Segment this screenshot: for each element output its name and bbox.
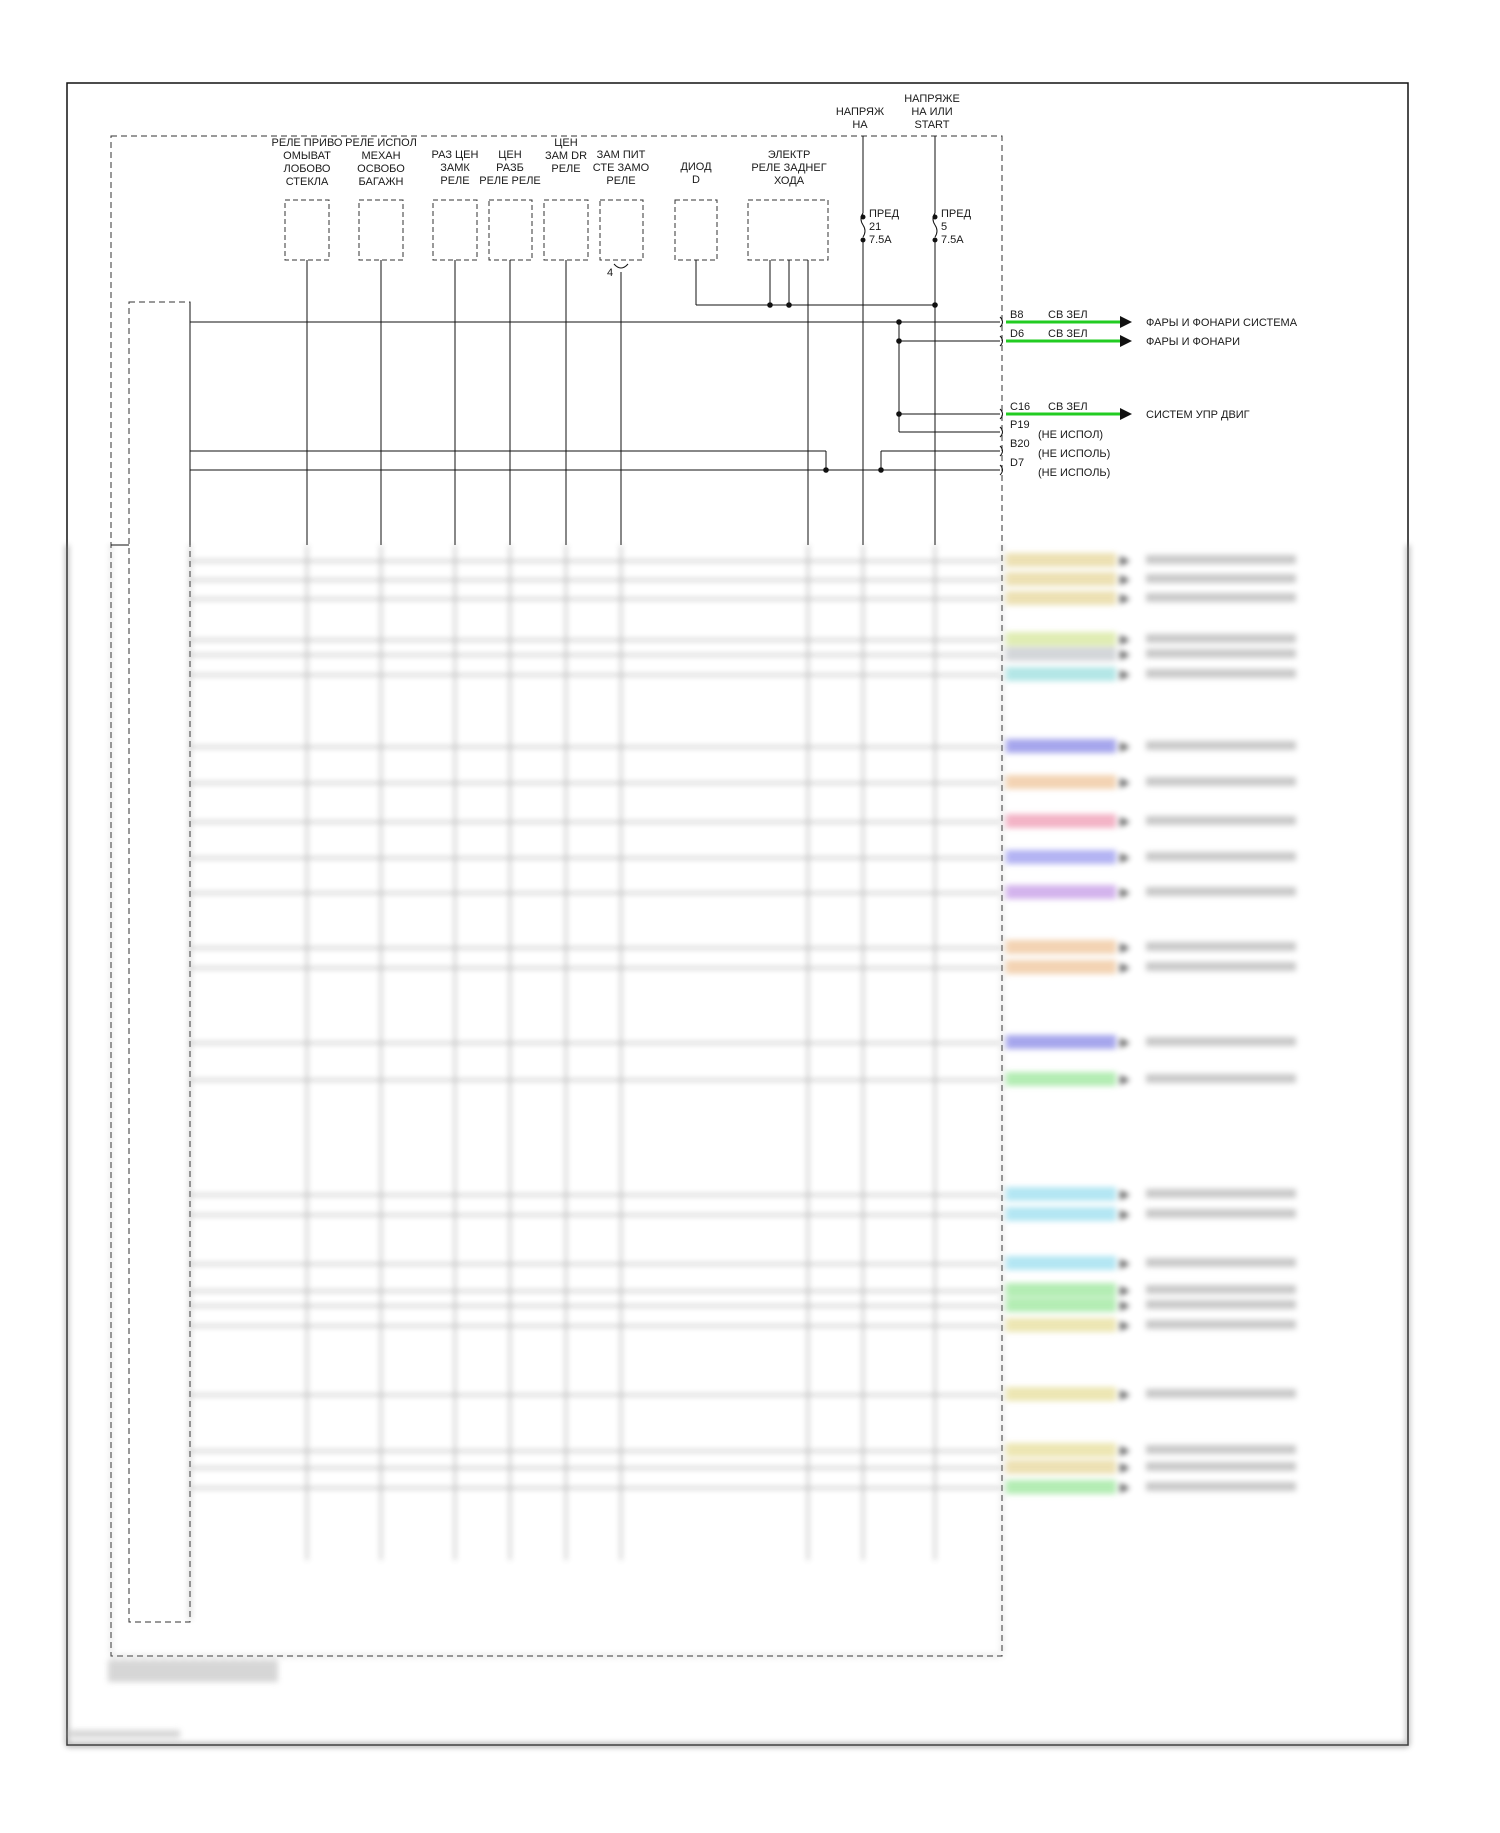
arrow-icon (1120, 335, 1132, 347)
component-label-line: РЕЛЕ (606, 175, 636, 187)
component-label-line: СТЕ ЗАМО (592, 162, 650, 174)
fuse-label-line: 5 (941, 221, 948, 233)
component-label-line: ЦЕН (554, 137, 578, 149)
blurred-wire-color (1006, 1387, 1116, 1401)
blurred-text (1146, 852, 1296, 861)
blurred-text (1146, 962, 1296, 971)
component-label-line: РАЗБ (496, 162, 524, 174)
blurred-text (108, 1660, 278, 1682)
fuse-label-line: 7.5A (941, 234, 964, 246)
power-label-line: НАПРЯЖЕ (904, 93, 960, 105)
connector-pin-label: D6 (1010, 328, 1025, 340)
blurred-text (1146, 1389, 1296, 1398)
ground-block (129, 302, 190, 1622)
component-label-line: РЕЛЕ (551, 163, 581, 175)
arrow-icon (1120, 1190, 1130, 1200)
module-boundary (111, 136, 1002, 1656)
component-label-line: РЕЛЕ ИСПОЛ (345, 137, 417, 149)
component-label-line: ЗАМК (440, 162, 470, 174)
component-boxes (285, 200, 828, 260)
component-box (748, 200, 828, 260)
fuse-label-line: 21 (869, 221, 882, 233)
component-label-line: СТЕКЛА (285, 176, 329, 188)
fuse-label-line: ПРЕД (941, 208, 972, 220)
blurred-text (1146, 1300, 1296, 1309)
component-box (359, 200, 403, 260)
blurred-text (1146, 1258, 1296, 1267)
power-label-line: НА ИЛИ (911, 106, 953, 118)
blurred-wire-color (1006, 1283, 1116, 1297)
destination-label: ФАРЫ И ФОНАРИ СИСТЕМА (1146, 317, 1298, 329)
blurred-text (1146, 555, 1296, 564)
destination-label: СИСТЕМ УПР ДВИГ (1146, 409, 1250, 421)
blurred-text (1146, 1462, 1296, 1471)
arrow-icon (1120, 853, 1130, 863)
arrow-icon (1120, 316, 1132, 328)
connector-pin-label: C16 (1010, 401, 1031, 413)
component-label-line: ХОДА (773, 175, 805, 187)
component-box (285, 200, 329, 260)
arrow-icon (1120, 1038, 1130, 1048)
blurred-wire-color (1006, 1035, 1116, 1049)
component-label-line: ЦЕН (498, 149, 522, 161)
pin-4-hook (614, 264, 628, 268)
fuse-label-line: ПРЕД (869, 208, 900, 220)
blurred-wire-color (1006, 1072, 1116, 1086)
wire-color-label: (НЕ ИСПОЛЬ) (1038, 448, 1111, 460)
connector-pin-label: P19 (1010, 419, 1030, 431)
component-label-line: БАГАЖН (358, 176, 404, 188)
blurred-wire-color (1006, 667, 1116, 681)
blurred-text (1146, 593, 1296, 602)
blurred-wire-color (1006, 1318, 1116, 1332)
arrow-icon (1120, 575, 1130, 585)
blurred-wire-color (1006, 647, 1116, 661)
arrow-icon (1120, 1321, 1130, 1331)
component-box (489, 200, 532, 260)
blurred-text (1146, 942, 1296, 951)
arrow-icon (1120, 943, 1130, 953)
blurred-text (1146, 816, 1296, 825)
blurred-wire-color (1006, 1298, 1116, 1312)
blurred-wire-color (1006, 940, 1116, 954)
blurred-text (1146, 1445, 1296, 1454)
component-label-line: РЕЛЕ ПРИВО (271, 137, 343, 149)
component-label-line: РЕЛЕ РЕЛЕ (479, 175, 541, 187)
connector-list (1000, 309, 1298, 479)
component-label-line: ЛОБОВО (283, 163, 331, 175)
arrow-icon (1120, 408, 1132, 420)
arrow-icon (1120, 888, 1130, 898)
component-box (675, 200, 717, 260)
component-label-line: ЗАМ ПИТ (596, 149, 646, 161)
arrow-icon (1120, 1463, 1130, 1473)
blurred-text (1146, 1189, 1296, 1198)
component-label-line: РЕЛЕ ЗАДНЕГ (751, 162, 827, 174)
arrow-icon (1120, 1286, 1130, 1296)
arrow-icon (1120, 742, 1130, 752)
arrow-icon (1120, 594, 1130, 604)
component-box (544, 200, 588, 260)
component-box (433, 200, 477, 260)
component-label-line: D (692, 174, 700, 186)
blurred-text (1146, 1037, 1296, 1046)
wire-color-label: СВ ЗЕЛ (1048, 328, 1088, 340)
blurred-wire-color (1006, 850, 1116, 864)
wire-color-label: (НЕ ИСПОЛЬ) (1038, 467, 1111, 479)
blurred-text (1146, 1320, 1296, 1329)
arrow-icon (1120, 635, 1130, 645)
arrow-icon (1120, 817, 1130, 827)
arrow-icon (1120, 1210, 1130, 1220)
blurred-wire-color (1006, 632, 1116, 646)
destination-label: ФАРЫ И ФОНАРИ (1146, 336, 1240, 348)
blurred-wire-color (1006, 572, 1116, 586)
component-label-line: ОМЫВАТ (283, 150, 331, 162)
blurred-wire-color (1006, 885, 1116, 899)
blurred-wire-color (1006, 960, 1116, 974)
arrow-icon (1120, 670, 1130, 680)
blurred-text (1146, 777, 1296, 786)
blurred-text (1146, 649, 1296, 658)
arrow-icon (1120, 778, 1130, 788)
blurred-wire-color (1006, 814, 1116, 828)
arrow-icon (1120, 963, 1130, 973)
fuse-label-line: 7.5A (869, 234, 892, 246)
component-label-line: РАЗ ЦЕН (431, 149, 479, 161)
blurred-lower-region (67, 545, 1408, 1745)
blurred-text (1146, 741, 1296, 750)
component-label-line: РЕЛЕ (440, 175, 470, 187)
wire-color-label: СВ ЗЕЛ (1048, 401, 1088, 413)
power-labels (836, 93, 972, 246)
blurred-text (1146, 574, 1296, 583)
blurred-wire-color (1006, 739, 1116, 753)
blurred-text (1146, 1074, 1296, 1083)
component-box (600, 200, 643, 260)
blurred-text (1146, 887, 1296, 896)
wire-color-label: СВ ЗЕЛ (1048, 309, 1088, 321)
blurred-wire-color (1006, 1480, 1116, 1494)
arrow-icon (1120, 1075, 1130, 1085)
connector-pin-label: B8 (1010, 309, 1024, 321)
blurred-text (1146, 1209, 1296, 1218)
blurred-wire-color (1006, 553, 1116, 567)
blurred-text (1146, 1482, 1296, 1491)
arrow-icon (1120, 1483, 1130, 1493)
blurred-wire-color (1006, 1460, 1116, 1474)
arrow-icon (1120, 1446, 1130, 1456)
blurred-wire-color (1006, 591, 1116, 605)
blurred-wire-color (1006, 1443, 1116, 1457)
blurred-text (70, 1730, 180, 1738)
component-labels (272, 137, 827, 188)
junction-dots (767, 215, 938, 473)
power-label-line: НА (852, 119, 868, 131)
blurred-wire-color (1006, 1187, 1116, 1201)
blurred-text (1146, 669, 1296, 678)
arrow-icon (1120, 1390, 1130, 1400)
component-label-line: ЗАМ DR (544, 150, 588, 162)
component-label-line: ДИОД (680, 161, 712, 173)
arrow-icon (1120, 1301, 1130, 1311)
component-label-line: ЭЛЕКТР (767, 149, 811, 161)
connector-pin-label: B20 (1010, 438, 1030, 450)
connector-pin-label: D7 (1010, 457, 1025, 469)
blurred-wire-color (1006, 1207, 1116, 1221)
blurred-text (1146, 1285, 1296, 1294)
power-label-line: START (914, 119, 950, 131)
diagram-border (67, 83, 1408, 1745)
arrow-icon (1120, 650, 1130, 660)
blurred-wire-color (1006, 1256, 1116, 1270)
wires (111, 136, 1000, 545)
arrow-icon (1120, 556, 1130, 566)
blurred-wire-color (1006, 775, 1116, 789)
wire-color-label: (НЕ ИСПОЛ) (1038, 429, 1104, 441)
component-label-line: МЕХАН (361, 150, 401, 162)
power-label-line: НАПРЯЖ (835, 106, 885, 118)
component-label-line: ОСВОБО (357, 163, 405, 175)
blurred-text (1146, 634, 1296, 643)
pin-4-label: 4 (607, 267, 614, 279)
arrow-icon (1120, 1259, 1130, 1269)
